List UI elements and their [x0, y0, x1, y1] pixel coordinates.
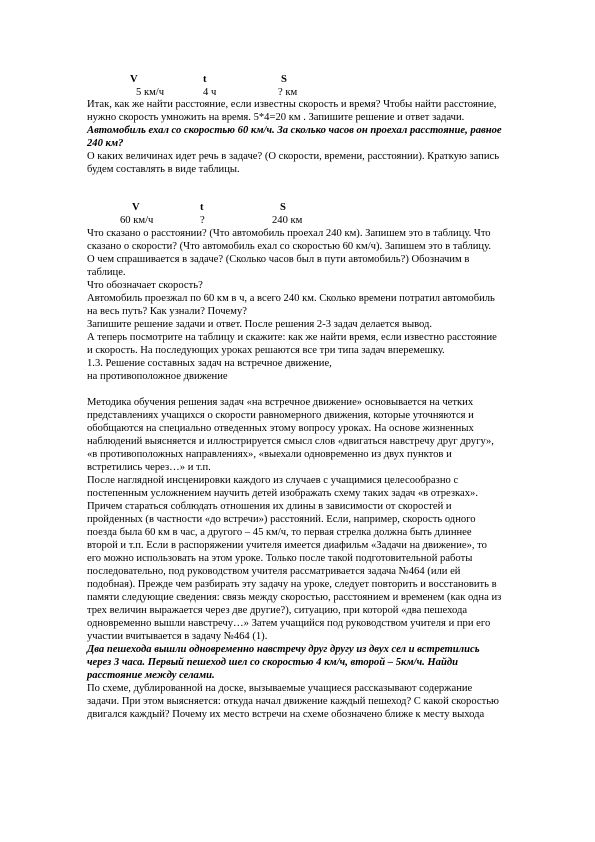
task-line: расстояние между селами. [87, 670, 215, 681]
text-line: Методика обучения решения задач «на встречное движение» основывается на четких [87, 397, 474, 408]
task-line: через 3 часа. Первый пешеход шел со скоростью 4 км/ч, второй – 5км/ч. Найди [87, 657, 459, 668]
table2-header-v: V [132, 202, 140, 213]
text-line: двигался каждый? Почему их место встречи на схеме обозначено ближе к месту выхода [87, 709, 485, 720]
text-line: будем составлять в виде таблицы. [87, 164, 240, 175]
text-line: «в противоположных направлениях», «выехали одновременно из двух пунктов и [87, 449, 452, 460]
text-line: таблице. [87, 267, 126, 278]
text-line: задачи. При этом выясняется: откуда начал движение каждый пешеход? С какой скоростью [87, 696, 499, 707]
text-line: постепенным усложнением научить детей изображать схему таких задач «в отрезках». [87, 488, 478, 499]
text-line: сказано о скорости? (Что автомобиль ехал со скоростью 60 км/ч). Запишем это в таблицу. [87, 241, 491, 252]
text-line: второй и т.п. Если в распоряжении учителя имеется диафильм «Задачи на движение», то [87, 540, 487, 551]
text-line: Автомобиль проезжал по 60 км в ч, а всего 240 км. Сколько времени потратил автомобиль [87, 293, 495, 304]
text-line: Запишите решение задачи и ответ. После решения 2-3 задач делается вывод. [87, 319, 433, 330]
text-line: нужно скорость умножить на время. 5*4=20 км . Запишите решение и ответ задачи. [87, 112, 465, 123]
text-line: на весь путь? Как узнали? Почему? [87, 306, 247, 317]
text-line: Причем стараться соблюдать отношения их длины в зависимости от скоростей и [87, 501, 452, 512]
text-line: О каких величинах идет речь в задаче? (О скорости, времени, расстоянии). Краткую запись [87, 151, 500, 162]
text-line: обобщаются на специально отведенных этому вопросу уроках. На основе жизненных [87, 423, 474, 434]
text-line: наблюдений выясняется и иллюстрируется смысл слов «двигаться навстречу друг другу», [87, 436, 494, 447]
section-heading: на противоположное движение [87, 371, 228, 382]
table2-header-t: t [200, 202, 204, 213]
text-line: и скорость. На последующих уроках решаются все три типа задач вперемешку. [87, 345, 445, 356]
text-line: одновременно вышли навстречу…» Затем учащийся под руководством учителя и при его [87, 618, 491, 629]
text-line: его можно использовать на этом уроке. Только после такой подготовительной работы [87, 553, 473, 564]
text-line: Что сказано о расстоянии? (Что автомобиль проехал 240 км). Запишем это в таблицу. Что [87, 228, 491, 239]
text-line: памяти следующие сведения: связь между скоростью, расстоянием и временем (как одна из [87, 592, 502, 603]
text-line: встретились через…» и т.п. [87, 462, 211, 473]
text-line: трех величин выражается через две другие?), ситуацию, при которой «два пешехода [87, 605, 468, 616]
task-line: Два пешехода вышли одновременно навстречу друг другу из двух сел и встретились [87, 644, 480, 655]
text-line: участии вчитывается в задачу №464 (1). [87, 631, 268, 642]
text-line: Что обозначает скорость? [87, 280, 203, 291]
task-line: Автомобиль ехал со скоростью 60 км/ч. За сколько часов он проехал расстояние, равное [87, 125, 502, 136]
table1-header-t: t [203, 74, 207, 85]
table2-header-s: S [280, 202, 286, 213]
table2-value-s: 240 км [272, 215, 303, 226]
text-line: А теперь посмотрите на таблицу и скажите: как же найти время, если известно расстояние [87, 332, 497, 343]
text-line: последовательно, под руководством учителя рассматривается задача №464 (или ей [87, 566, 461, 577]
text-line: поезда была 60 км в час, а другого – 45 км/ч, то первая стрелка должна быть длиннее [87, 527, 472, 538]
table1-header-s: S [281, 74, 287, 85]
table2-value-v: 60 км/ч [120, 215, 154, 226]
table1-value-v: 5 км/ч [136, 87, 165, 98]
text-line: По схеме, дублированной на доске, вызываемые учащиеся рассказывают содержание [87, 683, 473, 694]
text-line: О чем спрашивается в задаче? (Сколько часов был в пути автомобиль?) Обозначим в [87, 254, 470, 265]
table1-header-v: V [130, 74, 138, 85]
text-line: пройденных (в частности «до встречи») расстояний. Если, например, скорость одного [87, 514, 476, 525]
text-line: Итак, как же найти расстояние, если известны скорость и время? Чтобы найти расстояние, [87, 99, 497, 110]
table1-value-s: ? км [278, 87, 298, 98]
text-line: подобная). Прежде чем разбирать эту задачу на уроке, следует повторить и восстановить в [87, 579, 497, 590]
table1-value-t: 4 ч [203, 87, 217, 98]
task-line: 240 км? [87, 138, 124, 149]
text-line: После наглядной инсценировки каждого из случаев с учащимися целесообразно с [87, 475, 459, 486]
section-heading: 1.3. Решение составных задач на встречное движение, [87, 358, 332, 369]
text-line: представлениях учащихся о скорости равномерного движения, которые уточняются и [87, 410, 474, 421]
table2-value-t: ? [200, 215, 205, 226]
